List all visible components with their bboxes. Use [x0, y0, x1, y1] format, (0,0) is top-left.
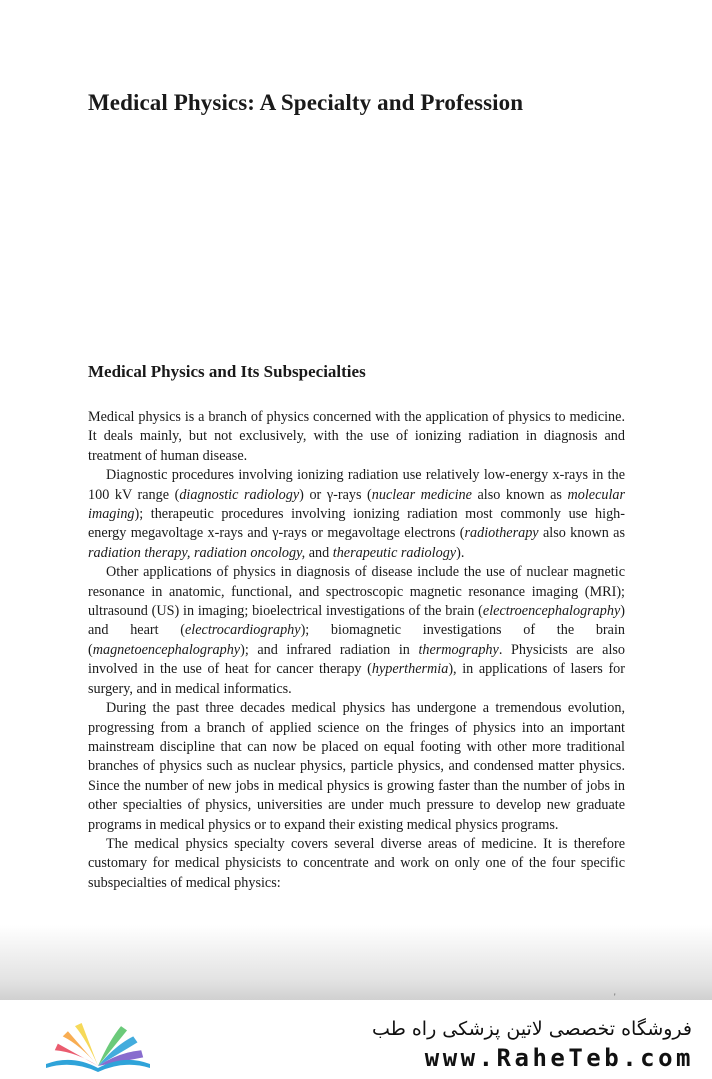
paragraph: [88, 466, 625, 563]
text-run: ) or γ-rays (: [299, 486, 372, 503]
italic-term: electrocardiography: [184, 622, 301, 639]
section-heading: Medical Physics and Its Subspecialties: [88, 362, 366, 381]
text-run: ); biomagnetic investigations of the brain (: [88, 622, 625, 658]
page-mark: [614, 992, 618, 996]
text-run: ) and heart (: [88, 603, 625, 639]
text-run: Other applications of physics in diagnosis of disease include the use of nuclear magnetic resonance in anatomic, functional, and spectroscopic magnetic resonance imaging (MRI); ultrasound (US) in imaging; bioelectrical investigations of the brain (: [88, 564, 625, 620]
italic-term: hyperthermia: [371, 661, 449, 678]
paragraph: [88, 408, 625, 466]
italic-term: magnetoencephalography: [92, 641, 241, 658]
store-url: www.RaheTeb.com: [424, 1044, 694, 1072]
text-run: ).: [456, 544, 465, 561]
text-run: also known as: [538, 525, 625, 542]
open-book-logo-icon: [38, 1014, 158, 1074]
text-run: ); and infrared radiation in: [240, 641, 419, 658]
text-run: The medical physics specialty covers several diverse areas of medicine. It is therefore customary for medical physicists to concentrate and work on only one of the four specific subspecialties of medical physics:: [88, 835, 625, 891]
text-run: . Physicists are also involved in the use of heat for cancer therapy (: [88, 641, 626, 678]
text-run: Medical physics is a branch of physics concerned with the application of physics to medicine. It deals mainly, but not exclusively, with the use of ionizing radiation in diagnosis and treatment of human disease.: [88, 409, 625, 464]
text-run: and: [305, 544, 333, 561]
page-shadow: [0, 925, 712, 1003]
paragraph: [88, 563, 625, 699]
paragraph: [88, 699, 625, 835]
paragraph: [88, 835, 625, 893]
chapter-title: Medical Physics: A Specialty and Profession: [88, 90, 524, 115]
text-run: During the past three decades medical physics has undergone a tremendous evolution, progressing from a branch of applied science on the fringes of physics into an important mainstream discipline that can now be placed on equal footing with other more traditional branches of physics such as nuclear physics, particle physics, and condensed matter physics. Since the number of new jobs in medical physics is growing faster than the number of jobs in other specialties of physics, universities are under much pressure to develop new graduate programs in medical physics or to expand their existing medical physics programs.: [88, 700, 625, 833]
logo-book-base: [46, 1060, 150, 1072]
italic-term: electroencephalography: [482, 603, 621, 620]
body-text: [88, 408, 625, 893]
italic-term: molecular imaging: [88, 486, 626, 523]
italic-term: nuclear medicine: [371, 486, 472, 503]
text-run: also known as: [471, 486, 568, 503]
italic-term: radiotherapy: [464, 525, 539, 542]
text-run: ), in applications of lasers for surgery, and in medical informatics.: [88, 661, 625, 697]
italic-term: radiation therapy, radiation oncology,: [88, 544, 306, 561]
text-run: ); therapeutic procedures involving ionizing radiation most commonly use high-energy megavoltage x-rays and γ-rays or megavoltage electrons (: [88, 506, 625, 542]
text-run: Diagnostic procedures involving ionizing radiation use relatively low-energy x-rays in the 100 kV range (: [88, 467, 625, 503]
store-name: فروشگاه تخصصی لاتین پزشکی راه طب: [372, 1018, 692, 1040]
italic-term: thermography: [418, 641, 499, 658]
italic-term: therapeutic radiology: [332, 544, 457, 561]
italic-term: diagnostic radiology: [179, 486, 300, 503]
